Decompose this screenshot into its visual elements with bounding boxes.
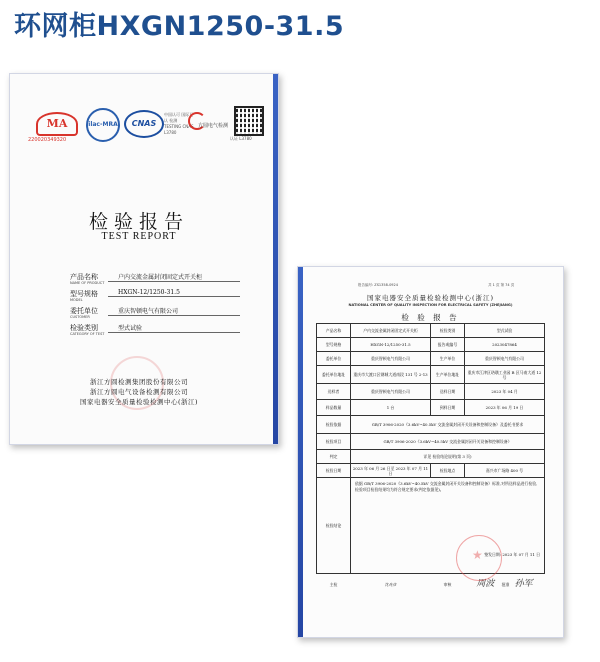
test-report-cover	[9, 73, 279, 445]
field-label-en: CATEGORY OF TEST	[70, 332, 105, 336]
row-value: 重庆智顿电气有限公司	[351, 352, 431, 366]
row-label: 报告或编号	[431, 338, 465, 352]
table-row	[317, 324, 545, 338]
row-value: HXGN-12/1250-31.5	[351, 338, 431, 352]
org-line: 浙江方圆检测集团股份有限公司	[90, 378, 188, 386]
qr-caption: 认证 L3780	[230, 136, 252, 141]
table-row	[317, 464, 545, 478]
sig-label: 主检	[329, 582, 338, 588]
org-line: 浙江方圆电气设备检测有限公司	[90, 388, 188, 396]
row-label: 到样日期	[431, 400, 465, 416]
row-label: 检验依据	[317, 416, 351, 434]
sig-label: 批准	[501, 582, 510, 588]
sig-label: 审核	[443, 582, 452, 588]
report-title-cn: 检验报告	[88, 211, 189, 233]
report-org-cn: 国家电器安全质量检验检测中心(浙江)	[366, 294, 495, 302]
row-value: 重庆市大渡口区钢城大道南段 131 号 2-13	[351, 366, 431, 384]
row-value: 重庆市江津区珞璜工业园 B 区马南大道 12 号	[465, 366, 545, 384]
row-value: 2023 年 06 月 19 日	[465, 400, 545, 416]
field-label: 委托单位	[70, 307, 98, 315]
field-label-en: NAME OF PRODUCT	[70, 281, 105, 285]
field-value: 型式试验	[108, 323, 240, 333]
table-row	[317, 434, 545, 450]
report-title-en: TEST REPORT	[101, 231, 177, 242]
row-label: 生产单位地址	[431, 366, 465, 384]
qr-code-icon	[234, 106, 264, 136]
issue-date: 签发日期: 2023 年 07 月 11 日	[484, 552, 540, 557]
row-label: 送样者	[317, 384, 351, 400]
row-value: 户内交流金属封闭固定式开关柜	[351, 324, 431, 338]
field-label: 产品名称	[70, 273, 98, 281]
report-table	[316, 323, 545, 596]
field-test-category	[70, 323, 240, 343]
table-row	[317, 366, 545, 384]
signature-row	[317, 574, 545, 596]
cnas-caption: 中国认可 国际互认 检测 TESTING CNAS L3780	[164, 112, 194, 135]
table-row	[317, 352, 545, 366]
cover-binding-edge	[273, 74, 278, 444]
row-value: 详见 检验结论说明(第 3 页)	[351, 450, 545, 464]
row-value: 2023047864	[465, 338, 545, 352]
row-value: GB/T 3906-2020《3.6kV~40.5kV 交流金属封闭开关设备和控制设备》及委托书要求	[351, 416, 545, 434]
row-label: 委托单位	[317, 352, 351, 366]
field-label: 型号规格	[70, 290, 98, 298]
cnas-logo-icon: CNAS	[124, 110, 164, 138]
certification-logos	[28, 104, 268, 144]
table-row	[317, 400, 545, 416]
test-report-page	[297, 266, 564, 638]
row-label: 送样日期	[431, 384, 465, 400]
row-label: 委托单位地址	[317, 366, 351, 384]
org-line: 国家电器安全质量检验检测中心(浙江)	[79, 398, 199, 406]
fangyuan-logo-label: 方圆电气检测	[198, 123, 229, 129]
report-title: 检 验 报 告	[401, 313, 460, 322]
row-value: 重庆智顿电气有限公司	[351, 384, 431, 400]
row-label: 生产单位	[431, 352, 465, 366]
row-value: GB/T 3906-2020《3.6kV~40.5kV 交流金属封闭开关设备和控制设备》	[351, 434, 545, 450]
field-label-en: MODEL	[70, 298, 83, 302]
field-label: 检验类别	[70, 324, 98, 332]
row-label: 检验类别	[431, 324, 465, 338]
cma-code: 220020349320	[28, 137, 67, 143]
field-value: HXGN-12/1250-31.5	[108, 289, 240, 297]
page-number: 共 1 页 第 74 页	[488, 283, 515, 287]
table-row	[317, 416, 545, 434]
table-row	[317, 450, 545, 464]
report-number: 报告编号: ZS1358-0924	[358, 283, 398, 287]
row-value: 型式试验	[465, 324, 545, 338]
row-value: 重庆智顿电气有限公司	[465, 352, 545, 366]
field-label-en: CUSTOMER	[70, 315, 90, 319]
row-label: 型号规格	[317, 338, 351, 352]
page-title: 环网柜HXGN1250-31.5	[14, 11, 345, 42]
table-row	[317, 384, 545, 400]
row-label: 检验日期	[317, 464, 351, 478]
row-label: 产品名称	[317, 324, 351, 338]
field-value: 户内交流金属封闭固定式开关柜	[108, 272, 240, 282]
row-label: 判定	[317, 450, 351, 464]
report-org-en: NATIONAL CENTER OF QUALITY INSPECTION FOR ELECTRICAL SAFETY (ZHEJIANG)	[348, 303, 513, 307]
issuing-organizations	[10, 377, 268, 407]
row-value: 嘉兴市广场路 400 号	[465, 464, 545, 478]
field-value: 重庆智顿电气有限公司	[108, 306, 240, 316]
conclusion-cell	[351, 478, 545, 574]
official-stamp-icon	[456, 535, 502, 581]
cma-logo-icon: MA	[36, 112, 78, 136]
row-label: 样品数量	[317, 400, 351, 416]
row-value: 1 台	[351, 400, 431, 416]
ilac-mra-logo-icon: ilac-MRA	[86, 108, 120, 142]
row-label: 检验地点	[431, 464, 465, 478]
signature-reviewer: 周波	[476, 579, 495, 590]
conclusion-text: 依据 GB/T 3906-2020《3.6kV~40.5kV 交流金属封闭开关设备和控制设备》标准,对所送样品进行检验,检验项目检验结果均为符合规定要求(判定依据见)。	[355, 481, 538, 492]
row-label: 检验项目	[317, 434, 351, 450]
row-value: 2023 年 06 月 26 日至 2023 年 07 月 11 日	[351, 464, 431, 478]
signature-approver: 孙军	[514, 579, 533, 590]
table-row	[317, 338, 545, 352]
signature-chief-inspector: 沈舟彦	[384, 582, 397, 588]
row-label: 检验结论	[317, 478, 351, 574]
row-value: 2023 年 04 月	[465, 384, 545, 400]
table-row	[317, 478, 545, 574]
